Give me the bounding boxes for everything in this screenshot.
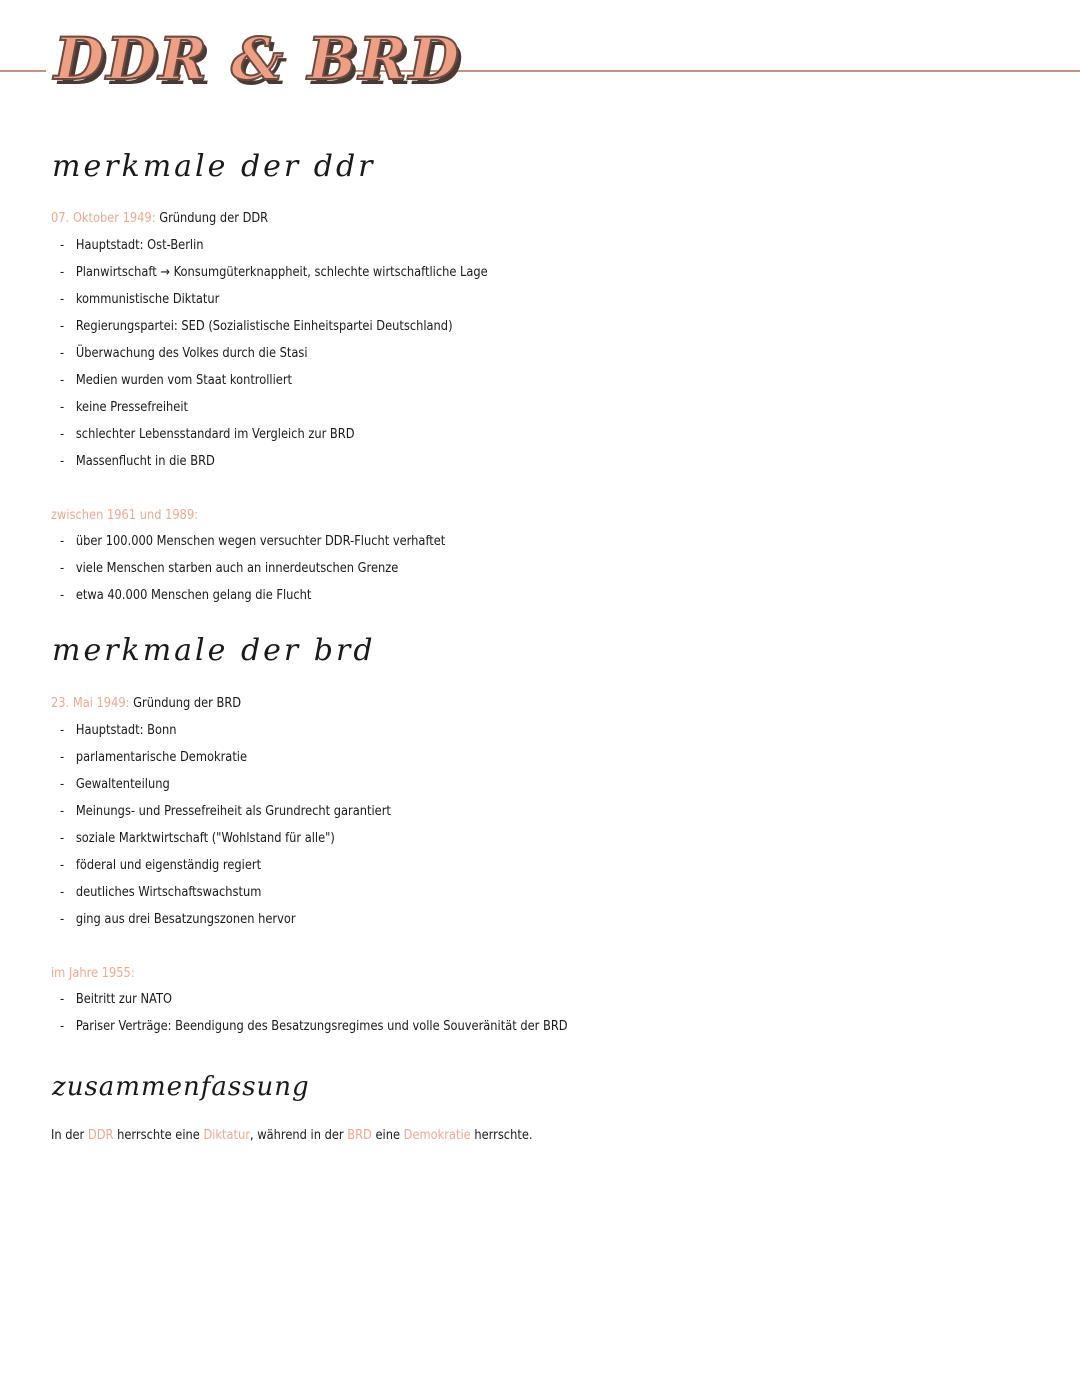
brd-heading: merkmale der brd xyxy=(52,633,376,668)
summary-diktatur: Diktatur xyxy=(203,1128,251,1143)
brd-founding-text: Gründung der BRD xyxy=(133,696,242,711)
list-item: - schlechter Lebensstandard im Vergleich zur BRD xyxy=(60,427,355,442)
list-item: - Planwirtschaft → Konsumgüterknappheit, schlechte wirtschaftliche Lage xyxy=(60,265,488,280)
ddr-founding-text: Gründung der DDR xyxy=(159,211,269,226)
list-item: - Medien wurden vom Staat kontrolliert xyxy=(60,373,293,388)
ddr-features-list xyxy=(60,237,546,480)
brd-period-label: im Jahre 1955: xyxy=(51,966,135,981)
list-item: - Meinungs- und Pressefreiheit als Grundrecht garantiert xyxy=(60,804,391,819)
brd-founding-date: 23. Mai 1949: xyxy=(51,696,130,711)
list-item: - keine Pressefreiheit xyxy=(60,400,188,415)
ddr-period-label: zwischen 1961 und 1989: xyxy=(51,508,199,523)
list-item: - etwa 40.000 Menschen gelang die Flucht xyxy=(60,588,312,603)
list-item: - deutliches Wirtschaftswachstum xyxy=(60,885,262,900)
ddr-founding-line xyxy=(51,210,268,228)
ddr-heading: merkmale der ddr xyxy=(52,149,376,184)
list-item: - Überwachung des Volkes durch die Stasi xyxy=(60,346,308,361)
list-item: - ging aus drei Besatzungszonen hervor xyxy=(60,912,296,927)
list-item: - soziale Marktwirtschaft ("Wohlstand für alle") xyxy=(60,831,335,846)
list-item: - kommunistische Diktatur xyxy=(60,292,220,307)
brd-features-list xyxy=(60,722,436,938)
summary-brd: BRD xyxy=(347,1128,372,1143)
summary-ddr: DDR xyxy=(87,1128,114,1143)
summary-heading: zusammenfassung xyxy=(52,1072,310,1102)
list-item: - über 100.000 Menschen wegen versuchter DDR-Flucht verhaftet xyxy=(60,534,446,549)
list-item: - Beitritt zur NATO xyxy=(60,992,172,1007)
list-item: - Regierungspartei: SED (Sozialistische Einheitspartei Deutschland) xyxy=(60,319,453,334)
list-item: - viele Menschen starben auch an innerdeutschen Grenze xyxy=(60,561,399,576)
list-item: - Hauptstadt: Ost-Berlin xyxy=(60,238,204,253)
list-item: - parlamentarische Demokratie xyxy=(60,750,248,765)
summary-demokratie: Demokratie xyxy=(403,1128,471,1143)
list-item: - Gewaltenteilung xyxy=(60,777,170,792)
brd-period-list xyxy=(60,991,637,1045)
page-title: DDR & BRD xyxy=(54,25,462,93)
title-rule-left xyxy=(0,70,46,72)
list-item: - Massenflucht in die BRD xyxy=(60,454,215,469)
list-item: - Hauptstadt: Bonn xyxy=(60,723,177,738)
summary-text: In der DDR herrschte eine Diktatur, während in der BRD eine Demokratie herrschte. xyxy=(51,1128,533,1143)
list-item: - föderal und eigenständig regiert xyxy=(60,858,262,873)
ddr-founding-date: 07. Oktober 1949: xyxy=(51,211,156,226)
brd-founding-line xyxy=(51,695,241,713)
list-item: - Pariser Verträge: Beendigung des Besatzungsregimes und volle Souveränität der BRD xyxy=(60,1019,568,1034)
ddr-period-list xyxy=(60,533,498,614)
